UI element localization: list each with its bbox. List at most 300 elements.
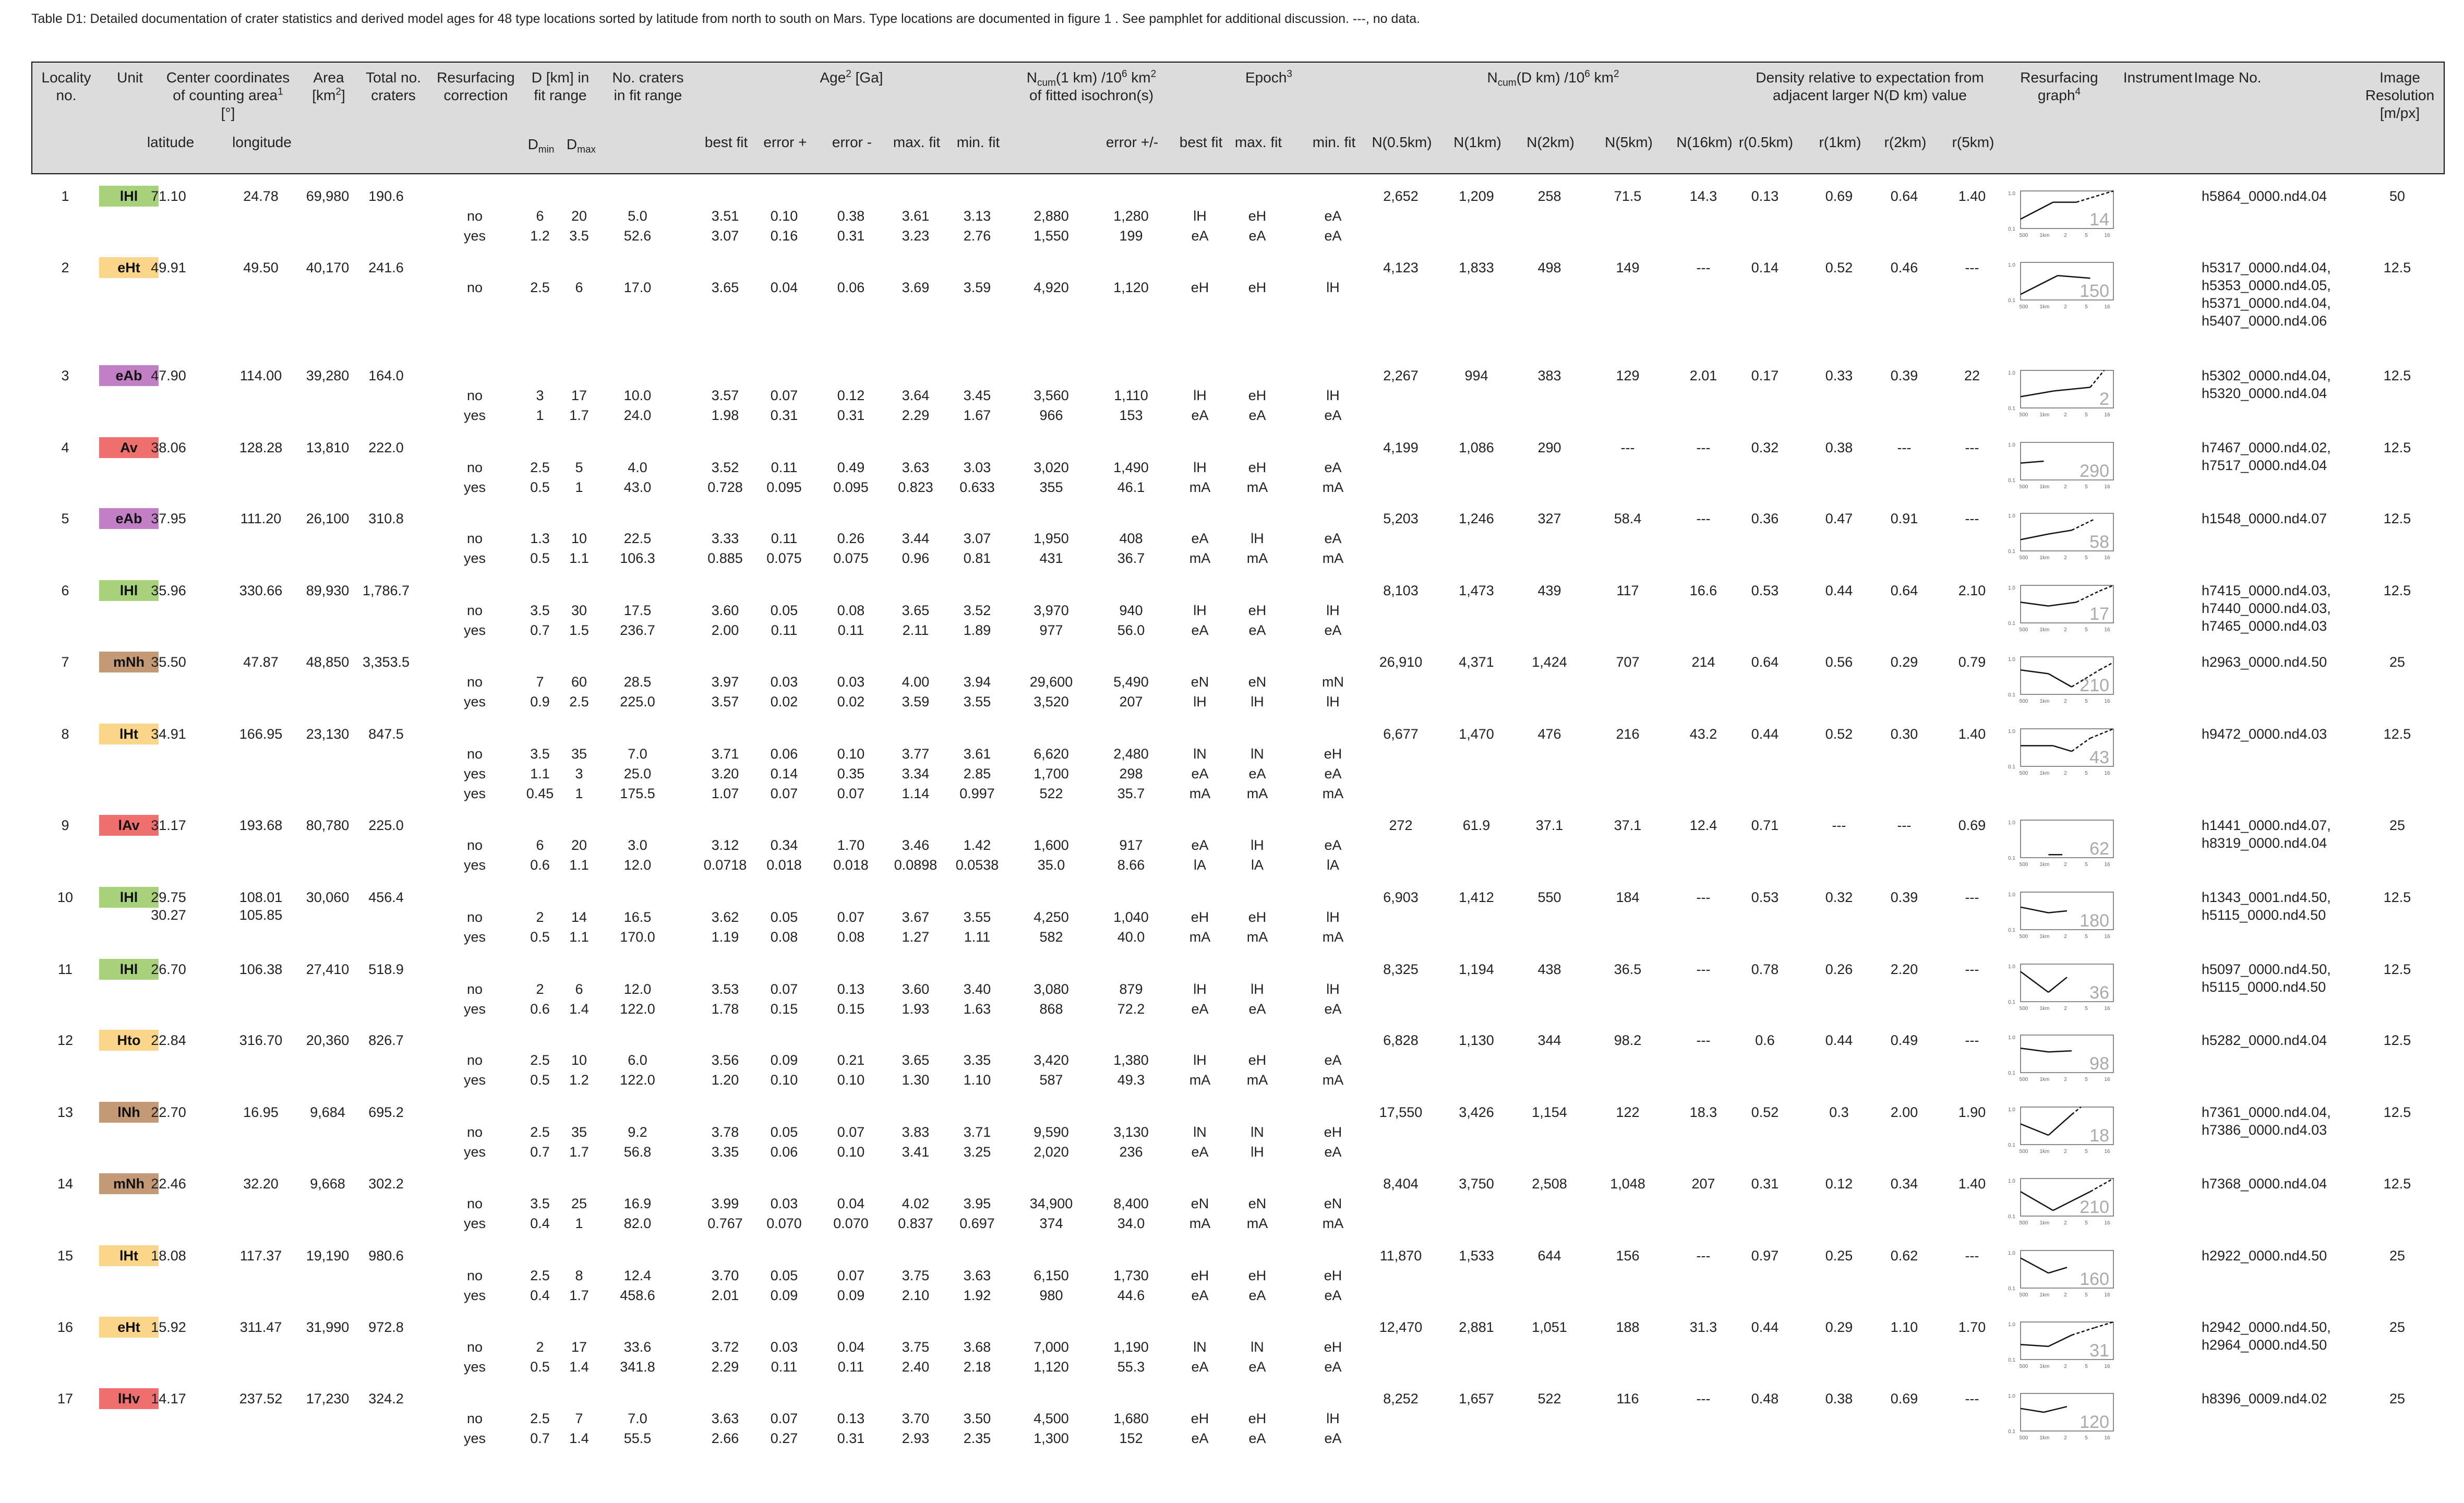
latitude: 49.91 [151,260,186,275]
latitude: 31.17 [151,817,186,833]
ncum-error: 40.0 [1117,929,1145,945]
age-max-fit: 1.27 [902,929,930,945]
resurfacing-graph [2006,960,2121,1012]
epoch-min-fit: lH [1326,981,1340,997]
resurfacing-correction: no [466,837,483,853]
total-craters: 972.8 [368,1319,404,1335]
d-min: 3.5 [530,1196,550,1211]
ncum-d-3: 149 [1616,260,1640,275]
epoch-max-fit: eA [1248,766,1266,781]
area: 9,668 [310,1176,345,1192]
total-craters: 225.0 [368,817,404,833]
image-number: h7368_0000.nd4.04 [2202,1176,2327,1192]
age-best-fit: 1.19 [711,929,739,945]
ncum-d-4: 2.01 [1689,368,1717,383]
craters-in-range: 12.0 [623,981,652,997]
age-min-fit: 3.40 [963,981,991,997]
graph-crater-count: 210 [2080,1197,2109,1217]
ncum-isochron: 9,590 [1033,1124,1069,1140]
resurfacing-correction: no [466,981,483,997]
epoch-best-fit: lA [1193,857,1207,873]
ncum-d-4: --- [1696,1032,1711,1048]
ncum-isochron: 3,520 [1033,694,1069,710]
resurfacing-correction: yes [463,1144,486,1160]
age-best-fit: 3.53 [711,981,739,997]
epoch-min-fit: eH [1324,1124,1342,1140]
ncum-d-2: 476 [1537,726,1561,742]
age-error-minus: 0.07 [837,1124,865,1140]
graph-crater-count: 2 [2099,389,2109,409]
density-ratio-1: --- [1832,817,1846,833]
epoch-min-fit: lH [1326,603,1340,618]
ncum-error: 236 [1119,1144,1143,1160]
density-ratio-3: 0.79 [1958,654,1986,670]
ncum-d-1: 1,470 [1459,726,1494,742]
ncum-isochron: 4,920 [1033,280,1069,295]
graph-y-bottom-label: 0.1 [2008,621,2015,627]
age-max-fit: 1.30 [902,1072,930,1088]
ncum-d-4: 43.2 [1689,726,1717,742]
ncum-d-2: 383 [1537,368,1561,383]
graph-y-top-label: 1.0 [2008,370,2015,376]
resurfacing-correction: no [466,1268,483,1283]
graph-x-label: 5 [2085,412,2088,418]
graph-crater-count: 62 [2089,839,2109,859]
graph-crater-count: 210 [2080,676,2109,695]
graph-x-label: 500 [2019,412,2028,418]
ncum-d-4: --- [1696,889,1711,905]
ncum-d-4: --- [1696,260,1711,275]
density-ratio-3: --- [1965,1248,1979,1264]
graph-x-label: 16 [2104,484,2110,490]
resurfacing-correction: no [466,531,483,546]
longitude: 316.70 [239,1032,283,1048]
ncum-d-1: 1,412 [1459,889,1494,905]
area: 89,930 [306,583,350,598]
age-error-plus: 0.31 [770,407,798,423]
graph-x-label: 16 [2104,1006,2110,1012]
age-error-minus: 0.13 [837,1411,865,1426]
header-longitude: longitude [232,134,292,150]
ncum-d-1: 61.9 [1462,817,1491,833]
resurfacing-correction: no [466,1124,483,1140]
epoch-min-fit: eA [1324,622,1342,638]
age-best-fit: 3.57 [711,388,739,403]
ncum-d-3: 1,048 [1610,1176,1645,1192]
graph-x-label: 1km [2039,233,2050,238]
age-error-minus: 0.02 [837,694,865,710]
graph-x-label: 1km [2039,1077,2050,1083]
d-min: 0.6 [530,1001,550,1017]
epoch-min-fit: eA [1324,1144,1342,1160]
ncum-d-0: 6,677 [1383,726,1419,742]
image-resolution: 12.5 [2383,440,2411,455]
resurfacing-correction: yes [463,228,486,244]
age-error-minus: 0.35 [837,766,865,781]
craters-in-range: 9.2 [628,1124,647,1140]
d-max: 30 [571,603,587,618]
ncum-d-0: 4,199 [1383,440,1419,455]
density-ratio-2: 2.00 [1890,1104,1918,1120]
epoch-best-fit: mA [1189,929,1211,945]
density-ratio-2: 0.62 [1890,1248,1918,1264]
graph-x-label: 500 [2019,304,2028,310]
d-min: 0.7 [530,622,550,638]
graph-x-label: 500 [2019,1149,2028,1155]
age-best-fit: 3.35 [711,1144,739,1160]
resurfacing-graph [2006,1174,2121,1227]
epoch-min-fit: mA [1322,1216,1344,1231]
age-error-plus: 0.06 [770,746,798,762]
total-craters: 302.2 [368,1176,404,1192]
age-error-plus: 0.08 [770,929,798,945]
epoch-max-fit: eH [1248,1268,1267,1283]
image-number: h5097_0000.nd4.50, [2202,961,2331,977]
area: 39,280 [306,368,350,383]
ncum-d-4: --- [1696,440,1711,455]
image-resolution: 12.5 [2383,1104,2411,1120]
image-number: h7465_0000.nd4.03 [2202,618,2327,634]
epoch-best-fit: mA [1189,550,1211,566]
longitude: 111.20 [240,511,282,526]
d-min: 2.5 [530,1268,550,1283]
ncum-d-1: 1,657 [1459,1391,1494,1406]
age-max-fit: 3.61 [902,208,930,224]
graph-x-label: 5 [2085,771,2088,776]
age-error-plus: 0.14 [770,766,798,781]
area: 17,230 [306,1391,350,1406]
graph-x-label: 500 [2019,771,2028,776]
ncum-d-4: 14.3 [1689,188,1717,204]
ncum-isochron: 3,420 [1033,1052,1069,1068]
header-center-2: of counting area$^1$ [173,86,283,103]
age-error-minus: 0.26 [837,531,865,546]
graph-y-bottom-label: 0.1 [2008,226,2015,232]
graph-y-bottom-label: 0.1 [2008,1286,2015,1292]
density-ratio-1: 0.33 [1825,368,1853,383]
ncum-error: 34.0 [1117,1216,1145,1231]
d-min: 2.5 [530,1411,550,1426]
age-min-fit: 3.35 [963,1052,991,1068]
total-craters: 826.7 [368,1032,404,1048]
resurfacing-correction: yes [463,857,486,873]
epoch-best-fit: eA [1191,1288,1209,1303]
locality-no: 16 [57,1319,74,1335]
ncum-d-3: 98.2 [1614,1032,1642,1048]
epoch-max-fit: lH [1251,981,1264,997]
latitude: 35.96 [151,583,186,598]
age-best-fit: 3.62 [711,909,739,925]
epoch-max-fit: eH [1248,280,1267,295]
age-error-minus: 0.07 [837,1268,865,1283]
graph-crater-count: 43 [2089,748,2109,767]
locality-no: 15 [57,1248,74,1264]
unit-badge: lAv [99,815,159,836]
epoch-max-fit: eA [1248,228,1266,244]
resurfacing-correction: yes [463,766,486,781]
header-locality: Locality [41,69,91,86]
density-ratio-3: --- [1965,1391,1979,1406]
density-ratio-0: 0.78 [1751,961,1779,977]
graph-y-bottom-label: 0.1 [2008,549,2015,555]
craters-in-range: 106.3 [620,550,655,566]
epoch-max-fit: lH [1251,1144,1264,1160]
ncum-d-4: 214 [1691,654,1715,670]
resurfacing-correction: yes [463,929,486,945]
resurfacing-correction: yes [463,1430,486,1446]
header-dmax: $D_{max}$ [566,136,596,155]
unit-badge: mNh [99,652,159,672]
locality-no: 11 [57,961,73,977]
graph-y-top-label: 1.0 [2008,820,2015,826]
ncum-d-1: 1,833 [1459,260,1494,275]
unit-badge: eAb [99,508,159,529]
ncum-d-1: 1,209 [1459,188,1494,204]
age-min-fit: 3.59 [963,280,991,295]
unit-badge: Av [99,437,159,458]
header-no-craters-2: in fit range [614,87,682,103]
ncum-d-1: 1,130 [1459,1032,1494,1048]
graph-x-label: 500 [2019,1364,2028,1369]
ncum-error: 49.3 [1117,1072,1145,1088]
image-number: h5371_0000.nd4.04, [2202,295,2331,311]
ncum-d-3: 58.4 [1614,511,1642,526]
graph-y-top-label: 1.0 [2008,729,2015,735]
density-ratio-3: 0.69 [1958,817,1986,833]
age-max-fit: 3.69 [902,280,930,295]
locality-no: 2 [61,260,69,275]
d-max: 8 [575,1268,583,1283]
ncum-isochron: 1,300 [1033,1430,1069,1446]
age-min-fit: 0.697 [959,1216,995,1231]
resurfacing-correction: yes [463,407,486,423]
epoch-max-fit: eN [1248,674,1267,690]
image-resolution: 50 [2389,188,2406,204]
age-error-plus: 0.11 [771,622,798,638]
craters-in-range: 225.0 [620,694,655,710]
image-resolution: 12.5 [2383,368,2411,383]
epoch-max-fit: eA [1248,1288,1266,1303]
header-resolution-3: [m/px] [2379,105,2420,121]
total-craters: 190.6 [368,188,404,204]
age-error-plus: 0.070 [766,1216,802,1231]
age-error-plus: 0.10 [770,1072,798,1088]
ncum-isochron: 1,600 [1033,837,1069,853]
d-max: 7 [575,1411,583,1426]
ncum-d-3: 117 [1616,583,1639,598]
longitude: 166.95 [239,726,283,742]
age-max-fit: 3.65 [902,1052,930,1068]
graph-crater-count: 150 [2080,281,2109,301]
header-sub-3: max. fit [893,134,941,150]
density-ratio-1: 0.38 [1825,440,1853,455]
ncum-isochron: 587 [1039,1072,1063,1088]
age-max-fit: 3.70 [902,1411,930,1426]
age-error-minus: 0.10 [837,746,865,762]
image-number: h9472_0000.nd4.03 [2202,726,2327,742]
age-max-fit: 3.77 [902,746,930,762]
locality-no: 3 [61,368,69,383]
density-ratio-0: 0.17 [1751,368,1779,383]
density-ratio-2: 0.34 [1890,1176,1918,1192]
image-number: h7361_0000.nd4.04, [2202,1104,2331,1120]
epoch-min-fit: eA [1324,208,1342,224]
ncum-d-0: 26,910 [1379,654,1423,670]
total-craters: 695.2 [368,1104,404,1120]
graph-x-label: 2 [2064,771,2067,776]
ncum-d-4: 12.4 [1689,817,1717,833]
age-best-fit: 3.63 [711,1411,739,1426]
resurfacing-correction: yes [463,479,486,495]
age-min-fit: 3.45 [963,388,991,403]
age-error-minus: 0.21 [837,1052,865,1068]
graph-x-label: 2 [2064,1149,2067,1155]
header-density-2: adjacent larger N(D km) value [1773,87,1967,103]
ncum-d-0: 17,550 [1379,1104,1423,1120]
latitude: 37.95 [151,511,186,526]
total-craters: 222.0 [368,440,404,455]
image-resolution: 12.5 [2383,260,2411,275]
age-min-fit: 1.63 [963,1001,991,1017]
longitude: 49.50 [243,260,279,275]
d-min: 2.5 [530,460,550,475]
age-error-minus: 0.018 [833,857,869,873]
age-error-plus: 0.03 [770,674,798,690]
ncum-isochron: 374 [1039,1216,1063,1231]
d-max: 1.4 [569,1359,589,1375]
graph-crater-count: 17 [2089,604,2109,624]
d-max: 6 [575,981,583,997]
graph-x-label: 2 [2064,627,2067,633]
graph-x-label: 16 [2104,862,2110,868]
graph-x-label: 2 [2064,1364,2067,1369]
ncum-d-3: 37.1 [1614,817,1642,833]
age-max-fit: 3.64 [902,388,930,403]
graph-x-label: 2 [2064,1220,2067,1226]
age-max-fit: 1.93 [902,1001,930,1017]
locality-no: 14 [57,1176,74,1192]
resurfacing-graph [2006,581,2121,633]
graph-x-label: 1km [2039,1006,2050,1012]
image-number: h1343_0001.nd4.50, [2202,889,2331,905]
header-sub-15: r(1km) [1819,134,1861,150]
graph-x-label: 2 [2064,1006,2067,1012]
density-ratio-1: 0.25 [1825,1248,1853,1264]
density-ratio-0: 0.31 [1751,1176,1779,1192]
epoch-min-fit: eA [1324,1052,1342,1068]
epoch-min-fit: lH [1326,909,1340,925]
age-error-plus: 0.04 [770,280,798,295]
graph-x-label: 16 [2104,555,2110,561]
ncum-error: 3,130 [1113,1124,1149,1140]
craters-in-range: 170.0 [620,929,655,945]
d-max: 1.5 [569,622,589,638]
image-resolution: 12.5 [2383,961,2411,977]
age-best-fit: 3.72 [711,1339,739,1355]
d-min: 1.2 [530,228,550,244]
age-max-fit: 3.41 [902,1144,930,1160]
area: 40,170 [306,260,350,275]
age-error-minus: 0.10 [837,1144,865,1160]
header-sub-13: N(16km) [1676,134,1733,150]
age-error-minus: 0.10 [837,1072,865,1088]
d-min: 6 [536,837,544,853]
epoch-max-fit: lN [1251,1124,1264,1140]
age-error-plus: 0.10 [770,208,798,224]
epoch-max-fit: lN [1251,746,1264,762]
age-error-plus: 0.15 [770,1001,798,1017]
age-min-fit: 1.10 [963,1072,991,1088]
ncum-isochron: 582 [1039,929,1063,945]
image-number: h2963_0000.nd4.50 [2202,654,2327,670]
image-resolution: 12.5 [2383,889,2411,905]
graph-x-label: 2 [2064,1435,2067,1441]
resurfacing-correction: no [466,1339,483,1355]
age-max-fit: 0.0898 [894,857,937,873]
header-sub-0: best fit [704,134,748,150]
graph-x-label: 1km [2039,699,2050,704]
ncum-isochron: 29,600 [1029,674,1073,690]
epoch-best-fit: lH [1193,388,1207,403]
unit-badge: Hto [99,1030,159,1051]
longitude: 330.66 [239,583,283,598]
density-ratio-3: 1.40 [1958,1176,1986,1192]
graph-crater-count: 58 [2089,532,2109,552]
age-min-fit: 0.997 [959,786,995,801]
age-min-fit: 1.42 [963,837,991,853]
age-max-fit: 3.59 [902,694,930,710]
graph-x-label: 16 [2104,699,2110,704]
epoch-max-fit: mA [1246,1072,1268,1088]
ncum-d-3: 188 [1616,1319,1640,1335]
age-min-fit: 3.61 [963,746,991,762]
age-best-fit: 3.12 [711,837,739,853]
epoch-max-fit: eH [1248,388,1267,403]
density-ratio-1: 0.44 [1825,583,1853,598]
ncum-d-4: 16.6 [1689,583,1717,598]
d-max: 1.2 [569,1072,589,1088]
longitude: 32.20 [243,1176,279,1192]
ncum-d-3: 122 [1616,1104,1640,1120]
craters-in-range: 4.0 [628,460,647,475]
area: 13,810 [306,440,350,455]
header-image-no: Image No. [2194,69,2262,86]
age-error-plus: 0.07 [770,388,798,403]
age-error-minus: 0.11 [837,1359,864,1375]
age-error-minus: 0.12 [837,388,865,403]
header-total-2: craters [371,87,416,103]
epoch-min-fit: eA [1324,766,1342,781]
density-ratio-0: 0.48 [1751,1391,1779,1406]
epoch-min-fit: mA [1322,786,1344,801]
graph-x-label: 1km [2039,771,2050,776]
age-error-minus: 0.31 [837,407,865,423]
epoch-max-fit: lA [1251,857,1264,873]
header-resurfacing: Resurfacing [437,69,515,86]
density-ratio-0: 0.44 [1751,1319,1779,1335]
age-error-minus: 0.49 [837,460,865,475]
image-number: h1441_0000.nd4.07, [2202,817,2331,833]
ncum-isochron: 980 [1039,1288,1063,1303]
craters-in-range: 122.0 [620,1072,655,1088]
age-min-fit: 1.11 [964,929,991,945]
area: 30,060 [306,889,350,905]
graph-y-top-label: 1.0 [2008,1179,2015,1184]
header-resurfacing-2: correction [443,87,508,103]
epoch-min-fit: mA [1322,550,1344,566]
longitude: 47.87 [243,654,279,670]
graph-y-top-label: 1.0 [2008,657,2015,663]
